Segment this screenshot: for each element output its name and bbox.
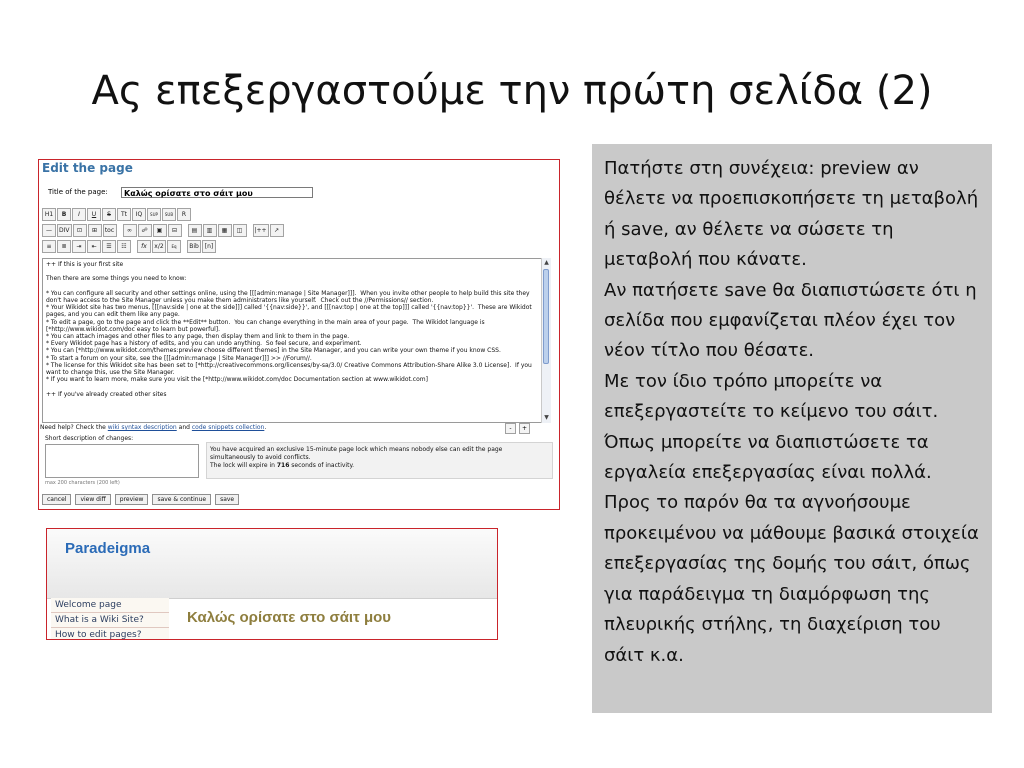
toolbar-quote-button[interactable]: IQ xyxy=(132,208,146,221)
toolbar-url-icon[interactable]: ☍ xyxy=(138,224,152,237)
nav-item-what-is-wiki[interactable]: What is a Wiki Site? xyxy=(51,613,169,628)
toolbar-h1-button[interactable]: H1 xyxy=(42,208,56,221)
toolbar-strike-button[interactable]: S xyxy=(102,208,116,221)
toolbar-equation-ref-icon[interactable]: Eq xyxy=(167,240,181,253)
scroll-up-arrow-icon[interactable]: ▲ xyxy=(544,259,549,266)
toolbar-row-formatting xyxy=(42,208,191,221)
page-lock-notice xyxy=(206,442,553,479)
side-menu xyxy=(51,598,169,640)
page-title-label: Title of the page: xyxy=(48,188,108,196)
save-continue-button[interactable]: save & continue xyxy=(152,494,211,505)
toolbar-math-icon[interactable]: fx xyxy=(137,240,151,253)
scroll-down-arrow-icon[interactable]: ▼ xyxy=(544,414,549,421)
toolbar-bold-button[interactable]: B xyxy=(57,208,71,221)
help-and: and xyxy=(178,424,190,431)
toolbar-footnote-icon[interactable]: ⊟ xyxy=(168,224,182,237)
slide-title: Ας επεξεργαστούμε την πρώτη σελίδα (2) xyxy=(91,68,933,114)
page-title-input[interactable]: Καλώς ορίσατε στο σάιτ μου xyxy=(121,187,313,198)
toolbar-div-button[interactable]: DIV xyxy=(57,224,72,237)
toolbar-gallery-icon[interactable]: ▥ xyxy=(203,224,217,237)
lock-notice-text: You have acquired an exclusive 15-minute page lock which means nobody else can edit the page simultaneously to avoid conflicts. xyxy=(210,446,503,461)
short-description-input[interactable] xyxy=(45,444,199,478)
toolbar-numbered-list-icon[interactable]: ≡ xyxy=(42,240,56,253)
lock-expiry-line: The lock will expire in 716 seconds of inactivity. xyxy=(210,462,355,469)
toolbar-blockquote-icon[interactable]: ☷ xyxy=(117,240,131,253)
toolbar-teletype-button[interactable]: Tt xyxy=(117,208,131,221)
save-button[interactable]: save xyxy=(215,494,239,505)
toolbar-code-icon[interactable]: |++ xyxy=(253,224,269,237)
help-suffix: . xyxy=(264,424,267,431)
site-name[interactable]: Paradeigma xyxy=(65,540,151,557)
toolbar-expand-icon[interactable]: ↗ xyxy=(270,224,284,237)
toolbar-audio-icon[interactable]: ◫ xyxy=(233,224,247,237)
textarea-size-controls xyxy=(505,423,530,434)
page-source-textarea[interactable]: ++ If this is your first site Then there are some things you need to know: * You can configure all security and other settings online, using the [[[admin:manage | Site Manager]]]. When you invite other people to help build this site they don't have access to the Site Manager unless you make them administrators like yourself. Check out the //Permissions// section. * Your Wikidot site has two menus, [[[nav:side | one at the side]]] called '{{nav:side}}', and [[[nav:top | one at the top]]] called '{{nav:top}}'. These are Wikidot pages, and you can edit them like any page. * To edit a page, go to the page and click the **Edit** button. You can change everything in the main area of your page. The Wikidot language is [*http://www.wikidot.com/doc easy to learn but powerful]. * You can attach images and other files to any page, then display them and link to them in the page. * Every Wikidot page has a history of edits, and you can undo anything. So feel secure, and experiment. * You can [*http://www.wikidot.com/themes:preview choose different themes] in the Site Manager, and you can write your own theme if you know CSS. * To start a forum on your site, see the [[[admin:manage | Site Manager]]] >> //Forum//. * The license for this Wikidot site has been set to [*http://creativecommons.org/licenses/by-sa/3.0/ Creative Commons Attribution-Share Alike 3.0 License]. If you want to change this, use the Site Manager. * If you want to learn more, make sure you visit the [*http://www.wikidot.com/doc Documentation section at www.wikidot.com] ++ If you've already created other sites xyxy=(42,258,549,423)
view-diff-button[interactable]: view diff xyxy=(75,494,110,505)
toolbar-link-icon[interactable]: ∞ xyxy=(123,224,137,237)
edit-actions xyxy=(42,494,239,505)
shrink-textarea-button[interactable]: - xyxy=(505,423,516,434)
toolbar-outdent-icon[interactable]: ⇤ xyxy=(87,240,101,253)
toolbar-toc-button[interactable]: toc xyxy=(103,224,117,237)
toolbar-inline-math-icon[interactable]: x/2 xyxy=(152,240,166,253)
toolbar-bullet-list-icon[interactable]: ≣ xyxy=(57,240,71,253)
toolbar-clear-button[interactable]: ⊡ xyxy=(73,224,87,237)
preview-button[interactable]: preview xyxy=(115,494,149,505)
toolbar-hr-button[interactable]: — xyxy=(42,224,56,237)
toolbar-subscript-button[interactable]: SUB xyxy=(162,208,176,221)
toolbar-superscript-button[interactable]: SUP xyxy=(147,208,161,221)
nav-item-how-to-edit[interactable]: How to edit pages? xyxy=(51,628,169,640)
textarea-scrollbar[interactable] xyxy=(541,258,551,423)
toolbar-underline-button[interactable]: U xyxy=(87,208,101,221)
page-heading: Καλώς ορίσατε στο σάιτ μου xyxy=(187,609,392,626)
toolbar-citation-button[interactable]: [n] xyxy=(202,240,216,253)
explanation-paragraph-1: Πατήστε στη συνέχεια: preview αν θέλετε να προεπισκοπήσετε τη μεταβολή ή save, αν θέλετε να σώσετε τη μεταβολή που κάνατε. xyxy=(604,158,979,271)
help-prefix: Need help? Check the xyxy=(40,424,106,431)
wiki-syntax-link[interactable]: wiki syntax description xyxy=(107,424,177,431)
toolbar-raw-button[interactable]: R xyxy=(177,208,191,221)
toolbar-image-icon[interactable]: ▤ xyxy=(188,224,202,237)
grow-textarea-button[interactable]: + xyxy=(519,423,530,434)
cancel-button[interactable]: cancel xyxy=(42,494,71,505)
explanation-box xyxy=(592,144,992,713)
toolbar-definition-list-icon[interactable]: ☰ xyxy=(102,240,116,253)
help-line xyxy=(40,424,266,431)
max-characters-hint: max 200 characters (200 left) xyxy=(45,480,120,486)
edit-page-heading: Edit the page xyxy=(42,161,133,175)
explanation-paragraph-2: Αν πατήσετε save θα διαπιστώσετε ότι η σελίδα που εμφανίζεται πλέον έχει τον νέον τίτλο που θέσατε. xyxy=(604,279,977,362)
short-description-label: Short description of changes: xyxy=(45,435,134,442)
nav-item-welcome-page[interactable]: Welcome page xyxy=(51,598,169,613)
site-preview-screenshot xyxy=(46,528,498,640)
code-snippets-link[interactable]: code snippets collection xyxy=(191,424,265,431)
toolbar-bibliography-button[interactable]: Bib xyxy=(187,240,201,253)
toolbar-italic-button[interactable]: I xyxy=(72,208,86,221)
site-header xyxy=(47,529,497,599)
toolbar-row-lists xyxy=(42,240,216,253)
lock-seconds: 716 xyxy=(276,462,290,469)
toolbar-indent-icon[interactable]: ⇥ xyxy=(72,240,86,253)
edit-page-screenshot xyxy=(38,159,560,510)
toolbar-row-insert xyxy=(42,224,284,237)
scrollbar-thumb[interactable] xyxy=(543,269,549,364)
toolbar-video-icon[interactable]: ▦ xyxy=(218,224,232,237)
toolbar-anchor-icon[interactable]: ▣ xyxy=(153,224,167,237)
explanation-paragraph-3: Με τον ίδιο τρόπο μπορείτε να επεξεργαστείτε το κείμενο του σάιτ. Όπως μπορείτε να διαπιστώσετε τα εργαλεία επεξεργασίας είναι πολλά. Προς το παρόν θα τα αγνοήσουμε προκειμένου να μάθουμε βασικά στοιχεία επεξεργασίας της δομής του σάιτ, όπως για παράδειγμα τη διαμόρφωση της πλευρικής στήλης, τη διαχείριση του σάιτ κ.α. xyxy=(604,370,979,666)
toolbar-table-button[interactable]: ⊞ xyxy=(88,224,102,237)
